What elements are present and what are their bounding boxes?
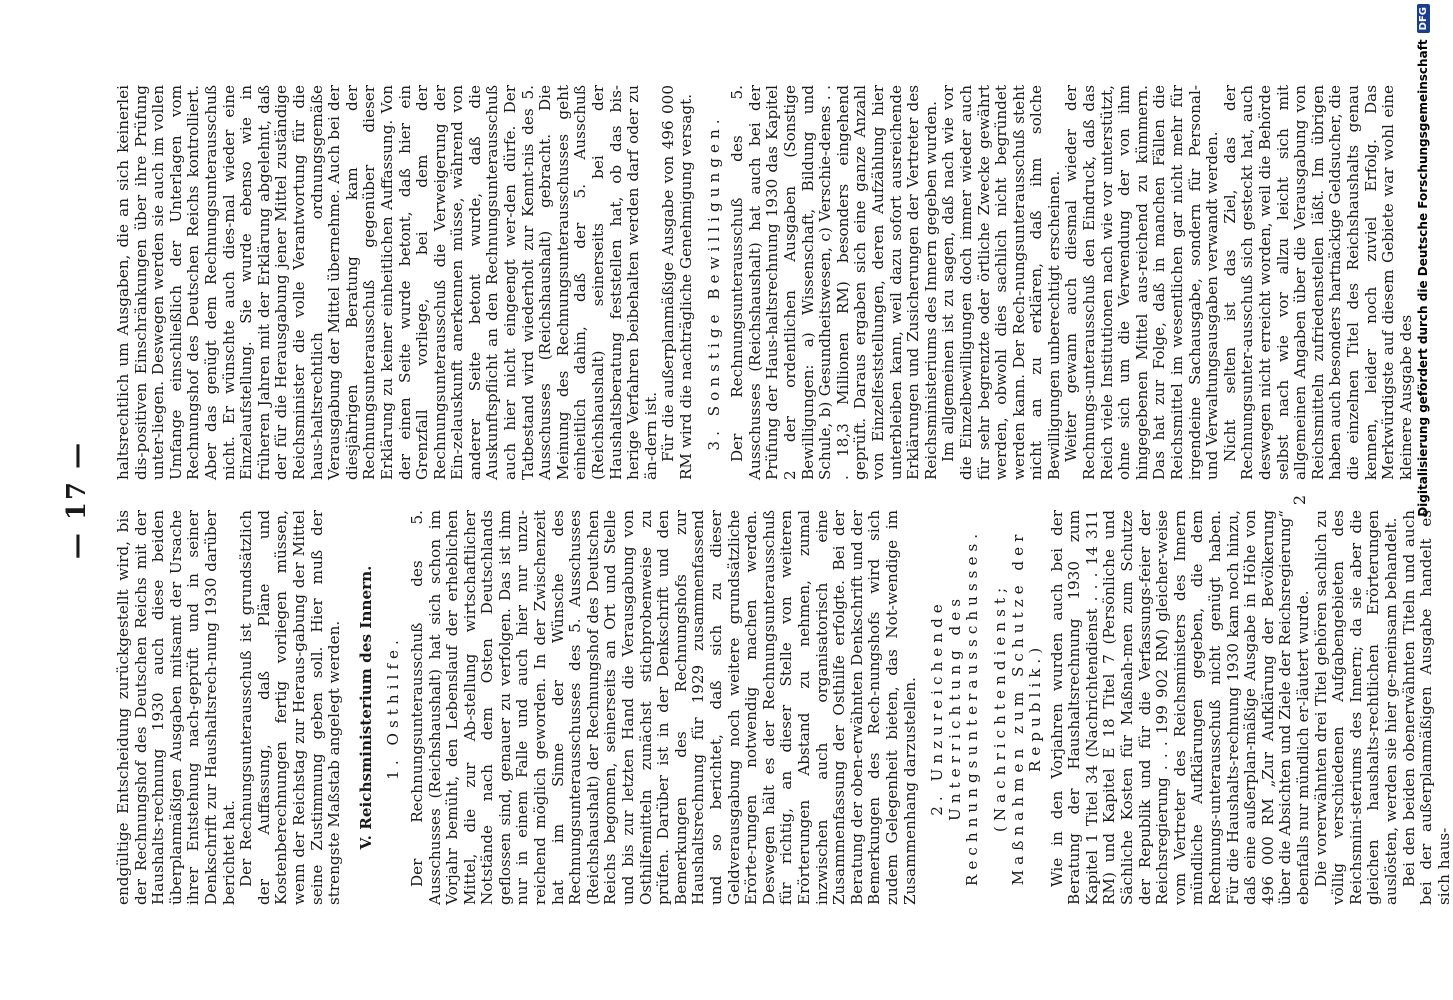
paragraph: Die vorerwähnten drei Titel gehören sachlich zu völlig verschiedenen Aufgabengebieten des Reichsmini-steriums des Innern; da sie aber die gleichen haushalts-rechtlichen Erörterungen auslösten, werden sie hier ge-meinsam behandelt.	[1311, 510, 1400, 905]
paragraph: Weiter gewann auch diesmal wieder der Rechnungs-unterausschuß den Eindruck, daß das Reich viele Institutionen nach wie vor unterstützt, ohne sich um die Verwendung der von ihm hingegebenen Mittel aus-reichend zu kümmern. Das hat zur Folge, daß in manchen Fällen die Reichsmittel im wesentlichen gar nicht mehr für irgendeine Sachausgabe, sondern für Personal- und Verwaltungsausgaben verwandt werden.	[1062, 85, 1222, 480]
dfg-logo: DFG	[1417, 4, 1430, 33]
paragraph: Wie in den Vorjahren wurden auch bei der Beratung der Haushaltsrechnung 1930 zum Kapitel 1 Titel 34 (Nachrichtendienst . . . 14 311 RM) und Kapitel E 18 Titel 7 (Persönliche und Sächliche Kosten für Maßnah-men zum Schutze der Republik und für die Verfassungs-feier der Reichsregierung . . . 199 902 RM) gleicher-weise vom Vertreter des Reichsministers des Innern mündliche Aufklärungen gegeben, die dem Rechnungs-unterausschuß nicht genügt haben. Für die Haushalts-rechnung 1930 kam noch hinzu, daß eine außerplan-mäßige Ausgabe in Höhe von 496 000 RM „Zur Aufklärung der Bevölkerung über die Absichten und Ziele der Reichsregierung“ ebenfalls nur mündlich er-läutert wurde.	[1047, 510, 1312, 905]
paragraph: Der Rechnungsunterausschuß des 5. Ausschusses (Reichshaushalt) hat auch bei der Prüfung der Haus-haltsrechnung 1930 das Kapitel 2 der ordentlichen Ausgaben (Sonstige Bewilligungen: a) Wissenschaft, Bildung und Schule, b) Gesundheitswesen, c) Verschie-denes . . . 18,3 Millionen RM) besonders eingehend geprüft. Daraus ergaben sich eine ganze Anzahl von Einzelfeststellungen, deren Aufzählung hier unterbleiben kann, weil dazu sofort ausreichende Erklärungen und Zusicherungen der Vertreter des Reichsministeriums des Innern gegeben wurden.	[728, 85, 940, 480]
subsection-heading: 2. Unzureichende Unterrichtung des Rechnungsunterausschusses.	[928, 528, 982, 887]
paragraph: Der Rechnungsunterausschuß ist grundsätzlich der Auffassung, daß Pläne und Kostenberechnungen fertig vorliegen müssen, wenn der Reichstag zur Heraus-gabung der Mittel seine Zustimmung geben soll. Hier muß der strengste Maßstab angelegt werden.	[237, 510, 344, 905]
page-number: 2	[1290, 494, 1309, 506]
subsection-subtitle: (Nachrichtendienst; Maßnahmen zum Schutze der Republik.)	[990, 529, 1045, 886]
digitization-notice-text: Digitalisierung gefördert durch die Deutsche Forschungsgemeinschaft	[1416, 39, 1430, 517]
paragraph: Der Rechnungsunterausschuß des 5. Ausschusses (Reichshaushalt) hat sich schon im Vorjahr bemüht, den Lebenslauf der erheblichen Mittel, die zur Ab-stellung wirtschaftlicher Notstände nach dem Osten Deutschlands geflossen sind, genauer zu verfolgen. Das ist ihm nur in einem Falle und auch hier nur unzu-reichend möglich geworden. In der Zwischenzeit hat im Sinne der Wünsche des Rechnungsunterausschusses des 5. Ausschusses (Reichshaushalt) der Rechnungshof des Deutschen Reichs begonnen, seinerseits an Ort und Stelle und bis zur letzten Hand die Verausgabung von Osthilfemitteln zunächst stichprobenweise zu prüfen. Darüber ist in der Denkschrift und den Bemerkungen des Rechnungshofs zur Haushaltsrechnung für 1929 zusammenfassend und so berichtet, daß sich zu dieser Geldverausgabung noch weitere grundsätzliche Erörte-rungen notwendig machen werden. Deswegen hält es der Rechnungsunterausschuß für richtig, an dieser Stelle von weiteren Erörterungen Abstand zu nehmen, zumal inzwischen auch organisatorisch eine Zusammenfassung der Osthilfe erfolgte. Bei der Beratung der oben-erwähnten Denkschrift und der Bemerkungen des Rech-nungshofs wird sich zudem Gelegenheit bieten, das Not-wendige im Zusammenhang darzustellen.	[407, 510, 919, 905]
page-header: — 17 —	[62, 440, 92, 560]
paragraph: endgültige Entscheidung zurückgestellt wird, bis der Rechnungshof des Deutschen Reichs mit der Haushalts-rechnung 1930 auch diese beiden überplanmäßigen Ausgaben mitsamt der Ursache ihrer Entstehung nach-geprüft und in seiner Denkschrift zur Haushaltsrech-nung 1930 darüber berichtet hat.	[114, 510, 238, 905]
section-heading: V. Reichsministerium des Innern.	[356, 565, 375, 850]
subsection-heading: 3. Sonstige Bewilligungen.	[704, 114, 723, 451]
paragraph: Nicht selten ist das Ziel, das der Rechnungsunter-ausschuß sich gesteckt hat, auch deswegen nicht erreicht worden, weil die Behörde selbst nach wie vor allzu leicht sich mit allgemeinen Angaben über die Verausgabung von Reichsmitteln zufriedenstellen läßt. Im übrigen haben auch besonders hartnäckige Geldsucher, die die einzelnen Titel des Reichshaushalts genau kennen, leider noch zuviel Erfolg. Das Merkwürdigste auf diesem Gebiete war wohl eine kleinere Ausgabe des	[1220, 85, 1415, 480]
text-column-right	[115, 85, 1415, 480]
paragraph: haltsrechtlich um Ausgaben, die an sich keinerlei dis-positiven Einschränkungen über ihre Prüfung unter-liegen. Deswegen werden sie auch im vollen Umfange einschließlich der Unterlagen vom Rechnungshof des Deutschen Reichs kontrolliert. Aber das genügt dem Rechnungsunterausschuß nicht. Er wünschte auch dies-mal wieder eine Einzelaufstellung. Sie wurde ebenso wie in früheren Jahren mit der Erklärung abgelehnt, daß der für die Herausgabung jener Mittel zuständige Reichsminister die volle Verantwortung für die haus-haltsrechtlich ordnungsgemäße Verausgabung der Mittel übernehme. Auch bei der diesjährigen Beratung kam der Rechnungsunterausschuß gegenüber dieser Erklärung zu keiner einheitlichen Auffassung. Von der einen Seite wurde betont, daß hier ein Grenzfall vorliege, bei dem der Rechnungsunterausschuß die Verweigerung der Ein-zelauskunft anerkennen müsse, während von anderer Seite betont wurde, daß die Auskunftspflicht an den Rechnungsunterausschuß auch hier nicht eingeengt wer-den dürfe. Der Tatbestand wird wiederholt zur Kennt-nis des 5. Ausschusses (Reichshaushalt) gebracht. Die Meinung des Rechnungsunterausschusses geht einheitlich dahin, daß der 5. Ausschuß (Reichshaushalt) seinerseits bei der Haushaltsberatung feststellen hat, ob das bis-herige Verfahren beibehalten werden darf oder zu än-dern ist.	[114, 85, 660, 480]
paragraph: Bei den beiden obenerwähnten Titeln und auch bei der außerplanmäßigen Ausgabe handelt es sich haus-	[1399, 510, 1453, 905]
digitization-notice	[1412, 4, 1434, 998]
paragraph: Im allgemeinen ist zu sagen, daß nach wie vor die Einzelbewilligungen doch immer wieder auch für sehr begrenzte oder örtliche Zwecke gewährt werden, obwohl dies sachlich nicht begründet werden kann. Der Rech-nungsunterausschuß steht nicht an zu erklären, daß ihm solche Bewilligungen unberechtigt erscheinen.	[939, 85, 1063, 480]
text-column-left	[115, 510, 1453, 905]
subsection-heading: 1. Osthilfe.	[384, 635, 403, 780]
paragraph: Für die außerplanmäßige Ausgabe von 496 000 RM wird die nachträgliche Genehmigung versagt.	[659, 85, 695, 480]
